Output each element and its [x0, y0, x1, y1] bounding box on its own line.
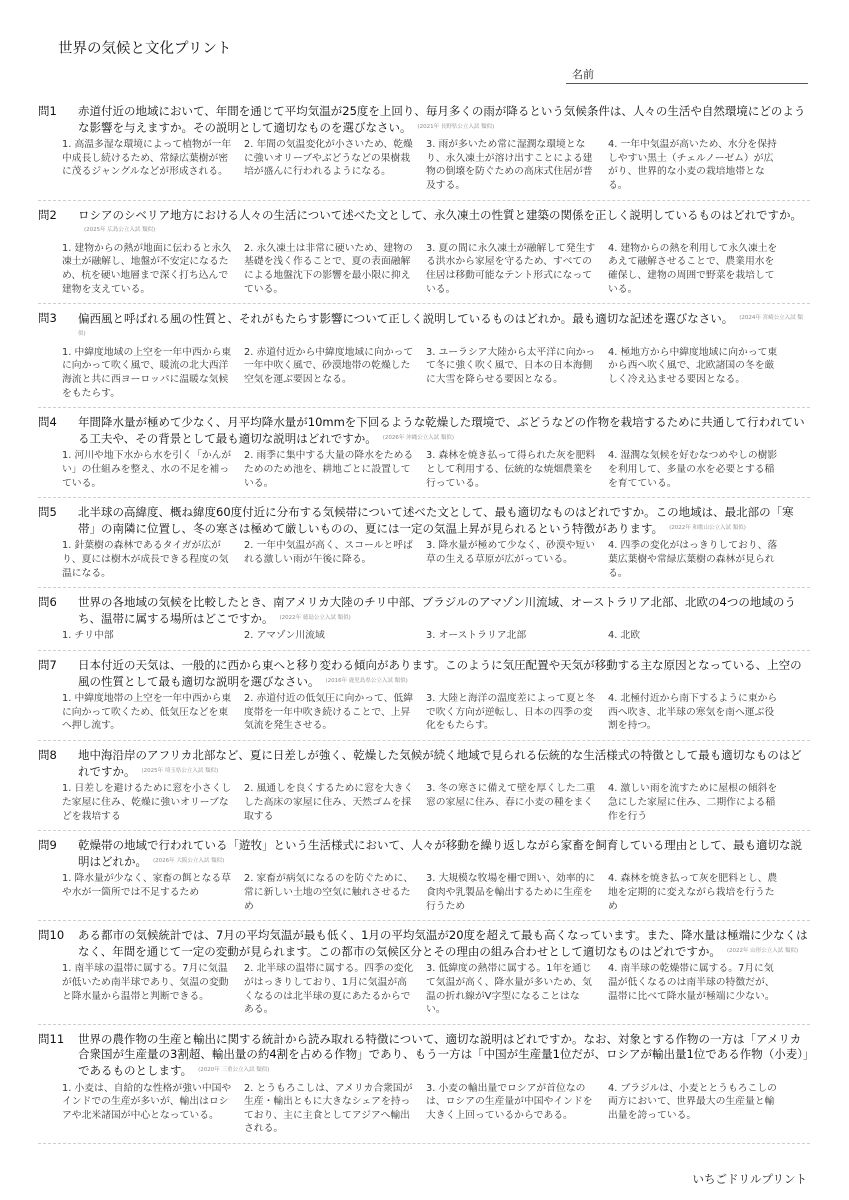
question-text [78, 928, 810, 959]
question-block [38, 206, 810, 305]
answer-choice-2: 2. 永久凍土は非常に硬いため、建物の基礎を浅く作ることで、夏の表面融解による地盤沈下の影響を最小限に抑えている。 [244, 242, 413, 295]
answer-choice-2: 2. 年間の気温変化が小さいため、乾燥に強いオリーブやぶどうなどの果樹栽培が盛んに行われるようになる。 [244, 139, 413, 178]
answer-choice-2: 2. 雨季に集中する大量の降水をためるためのため池を、耕地ごとに設置している。 [244, 450, 414, 489]
question-body: ロシアのシベリア地方における人々の生活について述べた文として、永久凍土の性質と建築の関係を正しく説明しているものはどれですか。 [78, 207, 803, 222]
answer-choices [62, 1082, 810, 1136]
question-block [38, 413, 810, 498]
question-number: 問11 [38, 1031, 65, 1046]
answer-choices [62, 872, 810, 913]
question-number: 問8 [38, 748, 57, 763]
answer-choice-3: 3. 冬の寒さに備えて壁を厚くした二重窓の家屋に住み、春に小麦の種をまく [426, 783, 596, 808]
question-text [78, 208, 810, 239]
question-source: (2022年 和歌山公立入試 類似) [669, 524, 746, 531]
question-text [78, 838, 810, 869]
answer-choices [62, 138, 810, 192]
question-text [78, 658, 810, 689]
answer-choices [62, 962, 810, 1016]
question-source: (2025年 埼玉県公立入試 類似) [141, 767, 219, 774]
answer-choice-4: 4. 激しい雨を流すために屋根の傾斜を急にした家屋に住み、二期作による稲作を行う [608, 783, 778, 822]
answer-choice-1: 1. 河川や地下水から水を引く「かんがい」の仕組みを整え、水の不足を補っている。 [62, 450, 232, 489]
answer-choice-2: 2. 家畜が病気になるのを防ぐために、常に新しい土地の空気に触れさせるため [244, 873, 414, 912]
answer-choice-3: 3. 低緯度の熱帯に属する。1年を通じて気温が高く、降水量が多いため、気温の折れ線がV字型になることはない。 [426, 963, 592, 1016]
answer-choice-3: 3. 森林を焼き払って得られた灰を肥料として利用する、伝統的な焼畑農業を行っている。 [426, 450, 596, 489]
question-number: 問2 [38, 207, 57, 222]
question-body: 世界の各地域の気候を比較したとき、南アメリカ大陸のチリ中部、ブラジルのアマゾン川流域、オーストラリア北部、北欧の4つの地域のうち、温帯に属する場所はどこですか。 [78, 595, 796, 625]
answer-choices [62, 692, 810, 733]
answer-choice-2: 2. アマゾン川流域 [244, 630, 325, 642]
question-body: 日本付近の天気は、一般的に西から東へと移り変わる傾向があります。このように気圧配置や天気が移動する主な原因となっている、上空の風の性質として最も適切な説明を選びなさい。 [78, 658, 802, 688]
question-text [78, 595, 810, 626]
question-source: (2026年 沖縄公立入試 類似) [382, 434, 455, 441]
answer-choice-3: 3. オーストラリア北部 [426, 630, 527, 642]
question-source: (2022年 徳島公立入試 類似) [279, 614, 351, 621]
answer-choice-1: 1. 針葉樹の森林であるタイガが広がり、夏には樹木が成長できる程度の気温になる。 [62, 540, 229, 579]
answer-choice-1: 1. 小麦は、自給的な性格が強い中国やインドでの生産が多いが、輸出はロシアや北米諸国が中心となっている。 [62, 1082, 232, 1121]
question-block [38, 102, 810, 201]
footer-brand: いちごドリルプリント [692, 1172, 807, 1186]
answer-choice-3: 3. 大規模な牧場を柵で囲い、効率的に食肉や乳製品を輸出するために生産を行うため [426, 873, 596, 912]
answer-choice-3: 3. 小麦の輸出量でロシアが首位なのは、ロシアの生産量が中国やインドを大きく上回っているからである。 [426, 1082, 593, 1121]
answer-choice-2: 2. 赤道付近から中緯度地域に向かって一年中吹く風で、砂漠地帯の乾燥した空気を運ぶ要因となる。 [244, 346, 414, 385]
question-source: (2022年 山形公立入試 類似) [726, 947, 799, 954]
question-body: 世界の農作物の生産と輸出に関する統計から読み取れる特徴について、適切な説明はどれですか。なお、対象とする作物の一方は「アメリカ合衆国が生産量の3割超、輸出量の約4割を占める作物」であり、もう一方は「中国が生産量1位だが、ロシアが輸出量1位である作物（小麦）」であるものとします。 [78, 1031, 809, 1077]
question-block [38, 593, 810, 651]
answer-choice-3: 3. 雨が多いため常に湿潤な環境となり、永久凍土が溶け出すことによる建物の倒壊を防ぐための高床式住居が普及する。 [426, 139, 593, 192]
answer-choices [62, 449, 810, 490]
question-source: (2025年 広島公立入試 類似) [84, 227, 156, 234]
page-title: 世界の気候と文化プリント [58, 41, 232, 57]
question-number: 問7 [38, 658, 57, 673]
name-line [566, 83, 808, 84]
answer-choices [62, 242, 810, 296]
answer-choice-1: 1. 高温多湿な環境によって植物が一年中成長し続けるため、常緑広葉樹が密に茂るジャングルなどが形成される。 [62, 139, 232, 178]
question-text [78, 311, 810, 343]
question-text [78, 748, 810, 779]
question-block [38, 926, 810, 1025]
answer-choices [62, 539, 810, 580]
answer-choice-2: 2. 北半球の温帯に属する。四季の変化がはっきりしており、1月に気温が高くなるのは北半球の夏にあたるからである。 [244, 963, 414, 1016]
answer-choice-4: 4. 北極付近から南下するように東から西へ吹き、北半球の寒気を南へ運ぶ役割を持つ。 [608, 693, 778, 732]
question-text [78, 505, 810, 536]
answer-choice-2: 2. 赤道付近の低気圧に向かって、低緯度帯を一年中吹き続けることで、上昇気流を発生させる。 [244, 693, 414, 732]
answer-choice-1: 1. 日差しを避けるために窓を小さくした家屋に住み、乾燥に強いオリーブなどを栽培する [62, 783, 232, 822]
answer-choice-2: 2. とうもろこしは、アメリカ合衆国が生産・輸出ともに大きなシェアを持っており、主に主食としてアジアへ輸出される。 [244, 1082, 413, 1135]
question-body: 地中海沿岸のアフリカ北部など、夏に日差しが強く、乾燥した気候が続く地域で見られる伝統的な生活様式の特徴として最も適切なものはどれですか。 [78, 748, 802, 778]
answer-choice-3: 3. 夏の間に永久凍土が融解して発生する洪水から家屋を守るため、すべての住居は移動可能なテント形式になっている。 [426, 242, 596, 295]
answer-choice-1: 1. 建物からの熱が地面に伝わると永久凍土が融解し、地盤が不安定になるため、杭を硬い地層まで深く打ち込んで建物を支えている。 [62, 242, 232, 295]
name-label: 名前 [572, 68, 594, 81]
answer-choice-4: 4. 建物からの熱を利用して永久凍土をあえて融解させることで、農業用水を確保し、建物の周囲で野菜を栽培している。 [608, 242, 778, 295]
answer-choices [62, 346, 810, 400]
answer-choice-1: 1. チリ中部 [62, 630, 114, 642]
answer-choice-3: 3. 大陸と海洋の温度差によって夏と冬で吹く方向が逆転し、日本の四季の変化をもたらす。 [426, 693, 596, 732]
question-text [78, 104, 810, 135]
question-number: 問5 [38, 505, 57, 520]
answer-choice-4: 4. 一年中気温が高いため、水分を保持しやすい黒土（チェルノーゼム）が広がり、世界的な小麦の栽培地帯となる。 [608, 139, 777, 192]
answer-choice-3: 3. ユーラシア大陸から太平洋に向かって冬に強く吹く風で、日本の日本海側に大雪を降らせる要因となる。 [426, 346, 596, 385]
question-body: 偏西風と呼ばれる風の性質と、それがもたらす影響について正しく説明しているものはどれか。最も適切な記述を選びなさい。 [78, 311, 734, 326]
question-number: 問6 [38, 595, 57, 610]
answer-choice-4: 4. ブラジルは、小麦ととうもろこしの両方において、世界最大の生産量と輸出量を誇っている。 [608, 1082, 777, 1121]
answer-choice-4: 4. 北欧 [608, 630, 641, 642]
question-number: 問1 [38, 104, 57, 118]
question-block [38, 656, 810, 741]
question-source: (2026年 大阪公立入試 類似) [153, 857, 225, 864]
answer-choice-4: 4. 森林を焼き払って灰を肥料とし、農地を定期的に変えながら栽培を行うため [608, 873, 778, 912]
question-body: 乾燥帯の地域で行われている「遊牧」という生活様式において、人々が移動を繰り返しながら家畜を飼育している理由として、最も適切な説明はどれか。 [78, 838, 803, 868]
question-block [38, 503, 810, 588]
question-source: (2016年 鹿児島県公立入試 類似) [325, 677, 408, 684]
question-block [38, 836, 810, 921]
question-text [78, 415, 810, 446]
answer-choices [62, 629, 810, 643]
answer-choices [62, 782, 810, 823]
answer-choice-2: 2. 一年中気温が高く、スコールと呼ばれる激しい雨が午後に降る。 [244, 540, 413, 565]
answer-choice-4: 4. 極地方から中緯度地域に向かって東から西へ吹く風で、北欧諸国の冬を厳しく冷え込ませる要因となる。 [608, 346, 778, 385]
question-number: 問10 [38, 928, 65, 943]
question-block [38, 309, 810, 408]
answer-choice-4: 4. 南半球の乾燥帯に属する。7月に気温が低くなるのは南半球の特徴だが、温帯に比べて降水量が極端に少ない。 [608, 963, 775, 1002]
answer-choice-1: 1. 南半球の温帯に属する。7月に気温が低いため南半球であり、気温の変動と降水量から温帯と判断できる。 [62, 963, 229, 1002]
question-source: (2020年 三重公立入試 類似) [198, 1066, 270, 1073]
answer-choice-1: 1. 中緯度地域の上空を一年中西から東に向かって吹く風で、暖流の北大西洋海流と共に西ヨーロッパに温暖な気候をもたらす。 [62, 346, 232, 399]
question-list [38, 102, 810, 1149]
answer-choice-3: 3. 降水量が極めて少なく、砂漠や短い草の生える草原が広がっている。 [426, 540, 596, 565]
question-number: 問4 [38, 415, 57, 430]
question-text [78, 1032, 810, 1079]
answer-choice-1: 1. 降水量が少なく、家畜の餌となる草や水が一箇所では不足するため [62, 873, 232, 898]
answer-choice-4: 4. 湿潤な気候を好むなつめやしの樹影を利用して、多量の水を必要とする稲を育てている。 [608, 450, 778, 489]
question-number: 問9 [38, 838, 57, 853]
question-body: 赤道付近の地域において、年間を通じて平均気温が25度を上回り、毎月多くの雨が降るという気候条件は、人々の生活や自然環境にどのような影響を与えますか。その説明として適切なものを選びなさい。 [78, 104, 806, 134]
question-body: 年間降水量が極めて少なく、月平均降水量が10mmを下回るような乾燥した環境で、ぶどうなどの作物を栽培するために共通して行われている工夫や、その背景として最も適切な説明はどれですか。 [78, 415, 805, 445]
answer-choice-4: 4. 四季の変化がはっきりしており、落葉広葉樹や常緑広葉樹の森林が見られる。 [608, 540, 778, 579]
question-number: 問3 [38, 311, 57, 326]
question-source: (2024年 宮崎公立入試 類似) [78, 315, 803, 337]
question-block [38, 1030, 810, 1144]
question-body: 北半球の高緯度、概ね緯度60度付近に分布する気候帯について述べた文として、最も適切なものはどれですか。この地域は、最北部の「寒帯」の南隣に位置し、冬の寒さは極めて厳しいものの、夏には一定の気温上昇が見られるという特徴があります。 [78, 505, 794, 535]
question-body: ある都市の気候統計では、7月の平均気温が最も低く、1月の平均気温が20度を超えて最も高くなっています。また、降水量は極端に少なくはなく、年間を通じて一定の変動が見られます。この都市の気候区分とその理由の組み合わせとして適切なものはどれですか。 [78, 928, 808, 958]
question-block [38, 746, 810, 831]
answer-choice-1: 1. 中緯度地帯の上空を一年中西から東に向かって吹くため、低気圧などを東へ押し流す。 [62, 693, 232, 732]
answer-choice-2: 2. 風通しを良くするために窓を大きくした高床の家屋に住み、天然ゴムを採取する [244, 783, 414, 822]
question-source: (2021年 長野県公立入試 類似) [417, 123, 495, 130]
